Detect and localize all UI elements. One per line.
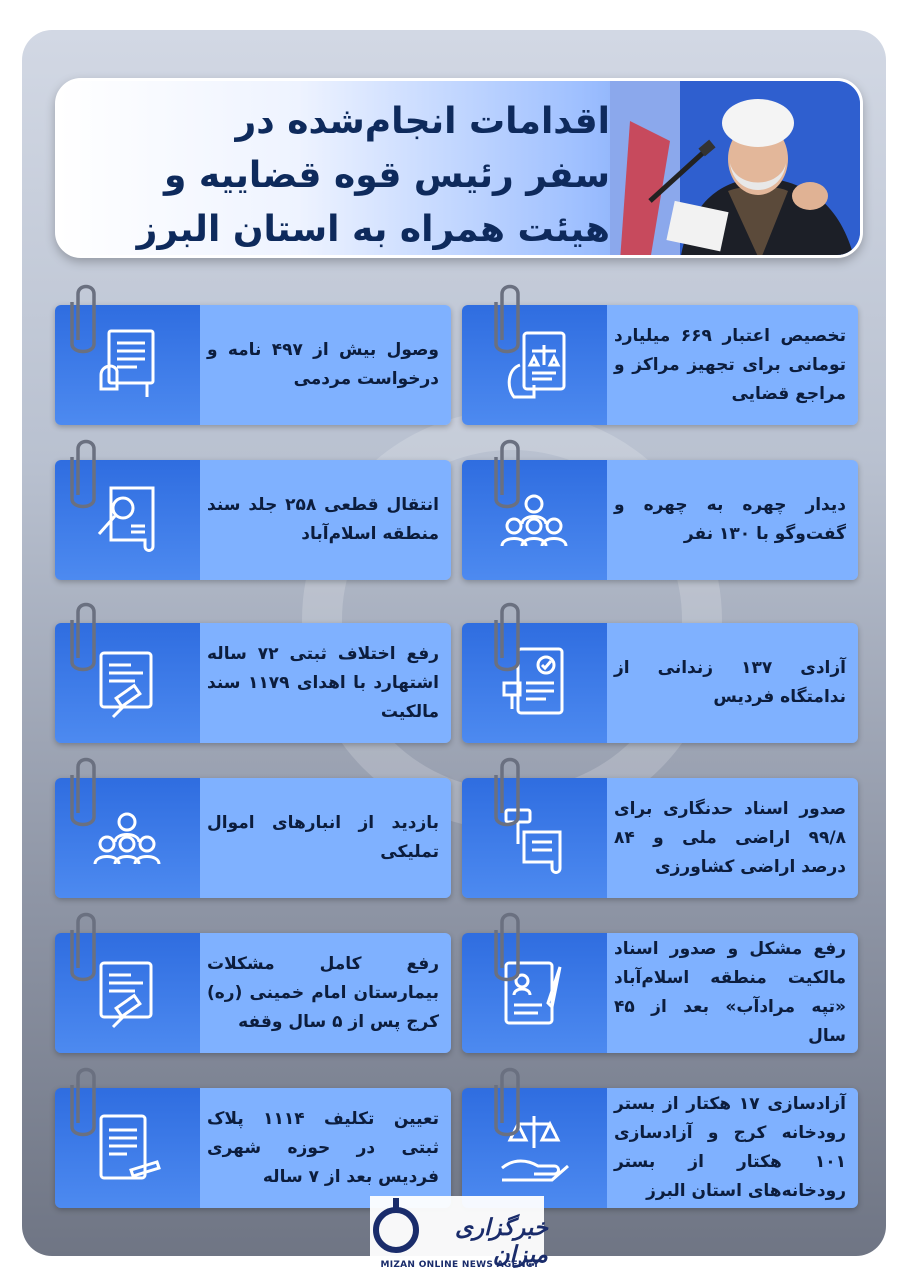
item-text: آزادی ۱۳۷ زندانی از ندامتگاه فردیس <box>614 658 846 707</box>
item-text: آزادسازی ۱۷ هکتار از بستر رودخانه کرج و آزادسازی ۱۰۱ هکتار از بستر رودخانه‌های استان البرز <box>614 1094 846 1201</box>
card-icon-panel <box>462 305 607 425</box>
item-card <box>55 305 451 425</box>
title-line-2: سفر رئیس قوه قضاییه و <box>163 155 610 196</box>
paperclip-icon <box>490 598 530 674</box>
item-text: رفع کامل مشکلات بیمارستان امام خمینی (ره) کرج پس از ۵ سال وقفه <box>207 953 439 1032</box>
item-text: تخصیص اعتبار ۶۶۹ میلیارد تومانی برای تجهیز مراکز و مراجع قضایی <box>614 325 847 404</box>
card-text-panel <box>607 933 858 1053</box>
item-card <box>55 460 451 580</box>
item-text: رفع اختلاف ثبتی ۷۲ ساله اشتهارد با اهدای ۱۱۷۹ سند مالکیت <box>207 643 440 722</box>
header-banner <box>55 78 863 258</box>
item-text: وصول بیش از ۴۹۷ نامه و درخواست مردمی <box>207 340 439 389</box>
item-text: بازدید از انبارهای اموال تملیکی <box>207 813 439 862</box>
logo-name: خبرگزاری میزان <box>455 1214 548 1268</box>
paperclip-icon <box>490 753 530 829</box>
paperclip-icon <box>66 753 106 829</box>
paperclip-icon <box>66 435 106 511</box>
paperclip-icon <box>66 598 106 674</box>
title-line-3: هیئت همراه به استان البرز <box>136 209 610 250</box>
item-card <box>55 778 451 898</box>
paperclip-icon <box>66 908 106 984</box>
paperclip-icon <box>66 1063 106 1139</box>
paperclip-icon <box>490 280 530 356</box>
card-text-panel <box>607 460 858 580</box>
item-text: صدور اسناد حدنگاری برای ۹۹/۸ اراضی ملی و ۸۴ درصد اراضی کشاورزی <box>614 798 846 877</box>
title-line-1: اقدامات انجام‌شده در <box>235 101 610 142</box>
paperclip-icon <box>66 280 106 356</box>
card-text-panel <box>607 1088 858 1208</box>
card-text-panel <box>200 623 451 743</box>
logo-subtitle: MIZAN ONLINE NEWS AGENCY <box>380 1260 540 1270</box>
card-text-panel <box>607 305 858 425</box>
card-text-panel <box>607 778 858 898</box>
paperclip-icon <box>490 435 530 511</box>
card-text-panel <box>200 305 451 425</box>
item-text: رفع مشکل و صدور اسناد مالکیت منطقه اسلام‌آباد «تپه مرادآب» بعد از ۴۵ سال <box>614 939 846 1046</box>
item-text: تعیین تکلیف ۱۱۱۴ پلاک ثبتی در حوزه شهری فردیس بعد از ۷ ساله <box>207 1108 439 1187</box>
page-title <box>90 95 610 257</box>
paperclip-icon <box>490 908 530 984</box>
paperclip-icon <box>490 1063 530 1139</box>
item-text: انتقال قطعی ۲۵۸ جلد سند منطقه اسلام‌آباد <box>207 495 439 544</box>
card-text-panel <box>200 933 451 1053</box>
card-text-panel <box>607 623 858 743</box>
card-icon-panel <box>462 623 607 743</box>
item-card <box>55 623 451 743</box>
item-card <box>55 933 451 1053</box>
item-text: دیدار چهره به چهره و گفت‌وگو با ۱۳۰ نفر <box>614 495 846 544</box>
card-icon-panel <box>462 460 607 580</box>
speaker-photo <box>610 81 860 258</box>
card-text-panel <box>200 460 451 580</box>
card-icon-panel <box>462 933 607 1053</box>
card-text-panel <box>200 778 451 898</box>
card-icon-panel <box>462 778 607 898</box>
